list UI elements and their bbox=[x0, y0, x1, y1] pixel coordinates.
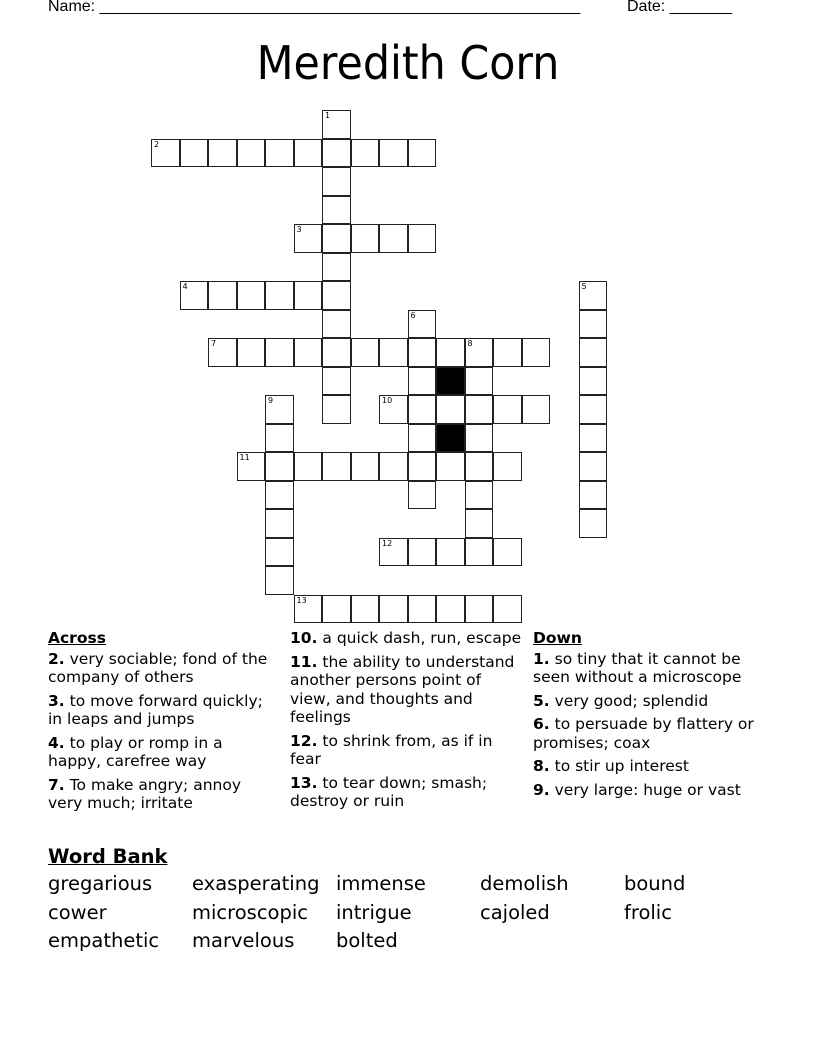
down-clues-column bbox=[533, 629, 763, 804]
grid-cell[interactable] bbox=[322, 281, 351, 310]
grid-cell[interactable] bbox=[322, 452, 351, 481]
clue-down-6: 6. to persuade by flattery or promises; coax bbox=[533, 715, 754, 752]
grid-cell[interactable] bbox=[294, 139, 323, 168]
grid-cell[interactable] bbox=[436, 395, 465, 424]
grid-cell[interactable] bbox=[493, 452, 522, 481]
clue-number: 8 bbox=[467, 339, 473, 348]
clue-number: 4 bbox=[182, 282, 188, 291]
across-clues-column-2 bbox=[290, 629, 526, 816]
grid-cell[interactable] bbox=[351, 338, 380, 367]
grid-cell[interactable] bbox=[322, 253, 351, 282]
grid-cell[interactable] bbox=[265, 139, 294, 168]
grid-cell[interactable] bbox=[265, 395, 294, 424]
grid-cell[interactable] bbox=[408, 338, 437, 367]
clue-across-13: 13. to tear down; smash; destroy or ruin bbox=[290, 773, 488, 810]
word-bank-item: bolted bbox=[336, 929, 398, 952]
down-heading: Down bbox=[533, 629, 582, 647]
clue-down-5: 5. very good; splendid bbox=[533, 691, 709, 710]
clue-number: 9 bbox=[268, 396, 274, 405]
grid-cell[interactable] bbox=[379, 452, 408, 481]
grid-cell[interactable] bbox=[465, 452, 494, 481]
word-bank-item: gregarious bbox=[48, 872, 153, 895]
grid-cell[interactable] bbox=[322, 595, 351, 624]
grid-cell[interactable] bbox=[493, 395, 522, 424]
word-bank-item: demolish bbox=[480, 872, 569, 895]
grid-cell[interactable] bbox=[208, 338, 237, 367]
grid-cell[interactable] bbox=[208, 281, 237, 310]
grid-cell[interactable] bbox=[379, 395, 408, 424]
word-bank-item: cajoled bbox=[480, 900, 550, 924]
black-cell bbox=[436, 424, 465, 453]
grid-cell[interactable] bbox=[408, 481, 437, 510]
grid-cell[interactable] bbox=[493, 538, 522, 567]
grid-cell[interactable] bbox=[294, 452, 323, 481]
grid-cell[interactable] bbox=[208, 139, 237, 168]
word-bank-item: empathetic bbox=[48, 929, 160, 952]
grid-cell[interactable] bbox=[465, 538, 494, 567]
grid-cell[interactable] bbox=[351, 139, 380, 168]
clue-number: 1 bbox=[325, 111, 331, 120]
word-bank-item: microscopic bbox=[192, 900, 308, 924]
word-bank-item: exasperating bbox=[192, 872, 320, 895]
puzzle-title: Meredith Corn bbox=[256, 36, 560, 90]
grid-cell[interactable] bbox=[379, 139, 408, 168]
clue-number: 12 bbox=[382, 538, 393, 548]
grid-cell[interactable] bbox=[465, 424, 494, 453]
grid-cell[interactable] bbox=[322, 224, 351, 253]
name-field: Name: ______________________________________________________ bbox=[48, 0, 581, 15]
grid-cell[interactable] bbox=[436, 338, 465, 367]
grid-cell[interactable] bbox=[579, 395, 608, 424]
grid-cell[interactable] bbox=[408, 367, 437, 396]
across-clues-column-1 bbox=[48, 629, 280, 818]
clue-number: 3 bbox=[296, 225, 302, 234]
grid-cell[interactable] bbox=[322, 395, 351, 424]
grid-cell[interactable] bbox=[294, 224, 323, 253]
grid-cell[interactable] bbox=[265, 424, 294, 453]
grid-cell[interactable] bbox=[522, 338, 551, 367]
grid-cell[interactable] bbox=[465, 338, 494, 367]
grid-cell[interactable] bbox=[579, 481, 608, 510]
grid-cell[interactable] bbox=[322, 310, 351, 339]
grid-cell[interactable] bbox=[436, 538, 465, 567]
date-field: Date: _______ bbox=[627, 0, 732, 15]
grid-cell[interactable] bbox=[237, 338, 266, 367]
grid-cell[interactable] bbox=[322, 110, 351, 139]
word-bank-item: immense bbox=[336, 872, 426, 895]
grid-cell[interactable] bbox=[522, 395, 551, 424]
word-bank-item: frolic bbox=[624, 900, 672, 924]
grid-cell[interactable] bbox=[322, 196, 351, 225]
grid-cell[interactable] bbox=[408, 452, 437, 481]
clue-across-11: 11. the ability to understand another persons point of view, and thoughts and feelings bbox=[290, 652, 515, 726]
clue-down-8: 8. to stir up interest bbox=[533, 757, 689, 775]
grid-cell[interactable] bbox=[379, 224, 408, 253]
word-bank-item: bound bbox=[624, 872, 686, 895]
grid-cell[interactable] bbox=[408, 139, 437, 168]
grid-cell[interactable] bbox=[351, 452, 380, 481]
grid-cell[interactable] bbox=[436, 452, 465, 481]
grid-cell[interactable] bbox=[408, 538, 437, 567]
word-bank bbox=[48, 845, 768, 954]
grid-cell[interactable] bbox=[151, 139, 180, 168]
grid-cell[interactable] bbox=[294, 595, 323, 624]
grid-cell[interactable] bbox=[408, 424, 437, 453]
clue-number: 13 bbox=[296, 595, 307, 605]
grid-cell[interactable] bbox=[322, 367, 351, 396]
clue-number: 5 bbox=[581, 282, 587, 291]
word-bank-item: marvelous bbox=[192, 929, 295, 952]
grid-cell[interactable] bbox=[579, 509, 608, 538]
clue-across-12: 12. to shrink from, as if in fear bbox=[290, 731, 493, 768]
clue-number: 11 bbox=[239, 453, 250, 462]
grid-cell[interactable] bbox=[579, 452, 608, 481]
grid-cell[interactable] bbox=[579, 338, 608, 367]
clue-number: 10 bbox=[382, 396, 393, 405]
grid-cell[interactable] bbox=[465, 509, 494, 538]
grid-cell[interactable] bbox=[294, 338, 323, 367]
clue-number: 6 bbox=[410, 310, 416, 320]
grid-cell[interactable] bbox=[408, 310, 437, 339]
grid-cell[interactable] bbox=[180, 139, 209, 168]
grid-cell[interactable] bbox=[579, 310, 608, 339]
word-bank-list bbox=[48, 872, 768, 954]
grid-cell[interactable] bbox=[237, 139, 266, 168]
grid-cell[interactable] bbox=[294, 281, 323, 310]
clue-across-7: 7. To make angry; annoy very much; irritate bbox=[48, 775, 241, 812]
clue-down-9: 9. very large: huge or vast bbox=[533, 780, 741, 799]
clue-across-2: 2. very sociable; fond of the company of others bbox=[48, 649, 268, 686]
across-heading: Across bbox=[48, 629, 106, 647]
word-bank-item: intrigue bbox=[336, 900, 412, 924]
grid-cell[interactable] bbox=[351, 595, 380, 624]
grid-cell[interactable] bbox=[493, 595, 522, 624]
grid-cell[interactable] bbox=[379, 595, 408, 624]
word-bank-heading: Word Bank bbox=[48, 845, 168, 868]
grid-cell[interactable] bbox=[408, 224, 437, 253]
clue-across-3: 3. to move forward quickly; in leaps and jumps bbox=[48, 691, 263, 728]
grid-cell[interactable] bbox=[408, 595, 437, 624]
grid-cell[interactable] bbox=[351, 224, 380, 253]
clue-number: 7 bbox=[211, 339, 217, 348]
grid-cell[interactable] bbox=[465, 395, 494, 424]
grid-cell[interactable] bbox=[180, 281, 209, 310]
grid-cell[interactable] bbox=[322, 139, 351, 168]
grid-cell[interactable] bbox=[265, 281, 294, 310]
grid-cell[interactable] bbox=[322, 338, 351, 367]
grid-cell[interactable] bbox=[579, 424, 608, 453]
clue-across-10: 10. a quick dash, run, escape bbox=[290, 629, 522, 647]
grid-cell[interactable] bbox=[465, 595, 494, 624]
clue-down-1: 1. so tiny that it cannot be seen without a microscope bbox=[533, 649, 742, 686]
grid-cell[interactable] bbox=[493, 338, 522, 367]
grid-cell[interactable] bbox=[465, 367, 494, 396]
black-cell bbox=[436, 367, 465, 396]
grid-cell[interactable] bbox=[265, 481, 294, 510]
grid-cell[interactable] bbox=[322, 167, 351, 196]
grid-cell[interactable] bbox=[579, 281, 608, 310]
clue-number: 2 bbox=[154, 139, 160, 149]
grid-cell[interactable] bbox=[237, 452, 266, 481]
grid-cell[interactable] bbox=[379, 338, 408, 367]
grid-cell[interactable] bbox=[579, 367, 608, 396]
word-bank-item: cower bbox=[48, 900, 107, 924]
grid-cell[interactable] bbox=[265, 566, 294, 595]
grid-cell[interactable] bbox=[265, 509, 294, 538]
grid-cell[interactable] bbox=[379, 538, 408, 567]
grid-cell[interactable] bbox=[465, 481, 494, 510]
grid-cell[interactable] bbox=[237, 281, 266, 310]
grid-cell[interactable] bbox=[265, 452, 294, 481]
clue-across-4: 4. to play or romp in a happy, carefree way bbox=[48, 733, 223, 770]
grid-cell[interactable] bbox=[408, 395, 437, 424]
grid-cell[interactable] bbox=[265, 338, 294, 367]
grid-cell[interactable] bbox=[436, 595, 465, 624]
grid-cell[interactable] bbox=[265, 538, 294, 567]
